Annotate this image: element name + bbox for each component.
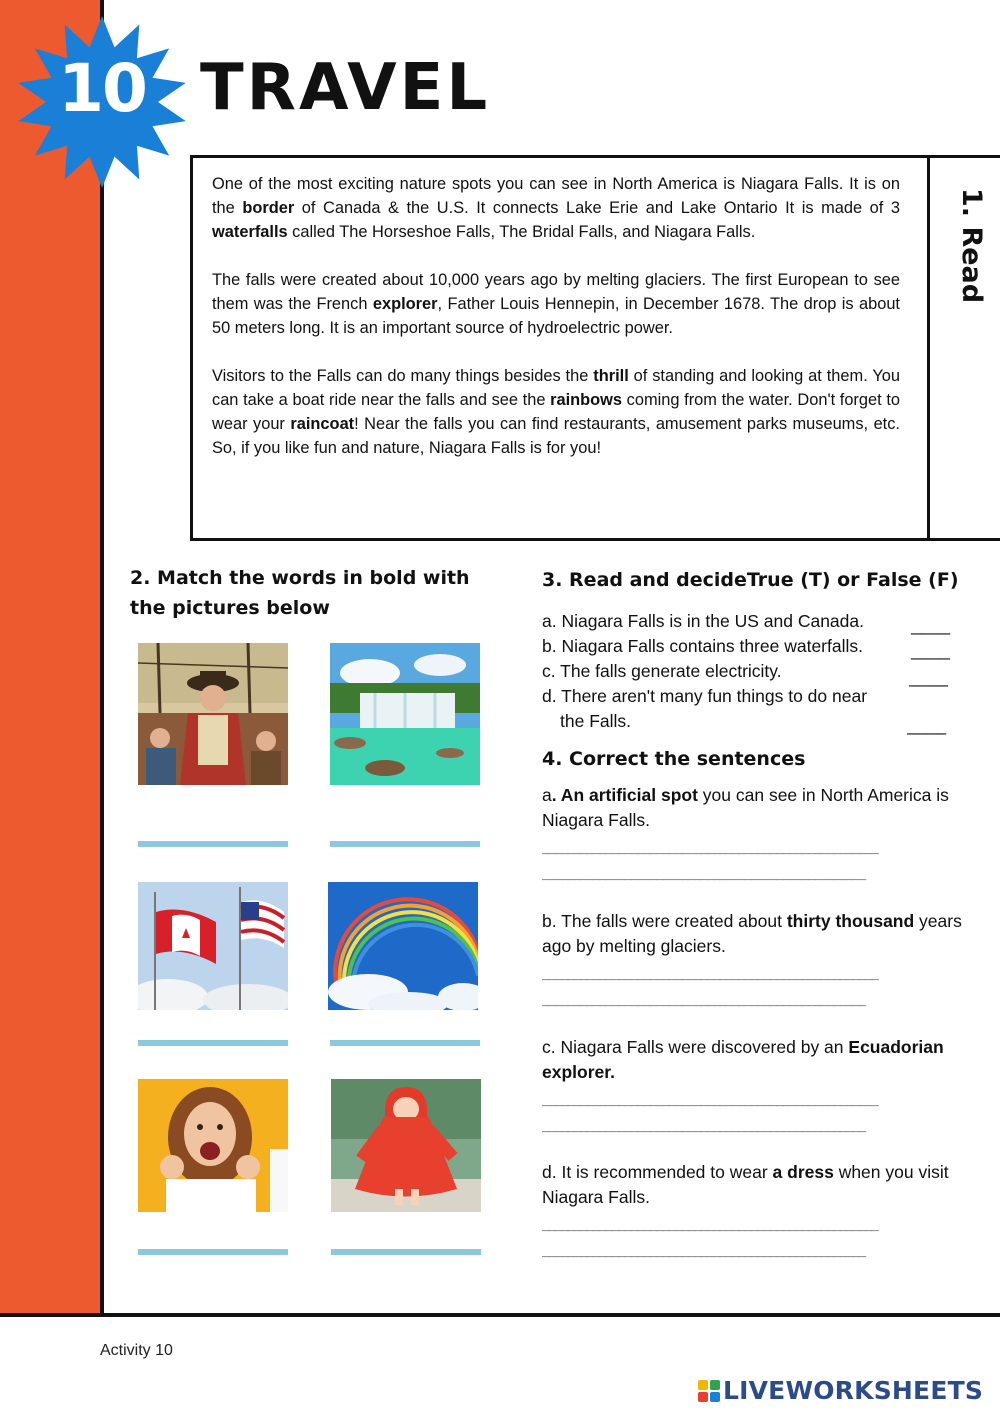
brand-name: LIVEWORKSHEETS — [723, 1376, 984, 1405]
text-run: One of the most exciting nature spots you can see in North America is Niagara Falls. It is on the — [212, 175, 900, 217]
text-run: c. Niagara Falls were discovered by an — [542, 1037, 849, 1057]
answer-line[interactable]: ___________________________________________________ — [542, 866, 865, 881]
statement-text: d. There aren't many fun things to do near — [542, 686, 868, 706]
answer-line[interactable] — [331, 1249, 481, 1255]
text-run: , Father Louis Hennepin, in December 1678. The drop is about 50 meters long. It is an important source of hydroelectric power. — [212, 295, 900, 337]
list-item — [542, 659, 962, 687]
side-bar-border — [100, 0, 104, 1316]
text-run: of Canada & the U.S. It connects Lake Erie and Lake Ontario It is made of 3 — [294, 199, 900, 217]
bold-word: waterfalls — [212, 223, 288, 241]
answer-line[interactable]: _____________________________________________________ — [542, 840, 878, 855]
answer-line[interactable]: _____________________________________________________ — [542, 1217, 878, 1232]
bold-word: thirty thousand — [786, 911, 915, 931]
answer-line[interactable]: _____________________________________________________ — [542, 1092, 878, 1107]
text-run: The falls were created about 10,000 years ago by melting glaciers. The first European to see them was the French — [212, 271, 900, 313]
correction-sentence — [542, 1035, 962, 1085]
text-run: Visitors to the Falls can do many things besides the — [212, 367, 594, 385]
bold-word: Ecuadorian explorer. — [542, 1037, 944, 1082]
text-run: ! Near the falls you can find restaurants, amusement parks museums, etc. So, if you like fun and nature, Niagara Falls is for you! — [212, 415, 900, 457]
flags-photo — [138, 882, 288, 1010]
excited-woman-photo — [138, 1079, 288, 1212]
answer-line[interactable]: ___________________________________________________ — [542, 1243, 865, 1258]
text-run: coming from the water. Don't forget to wear your — [212, 391, 900, 433]
list-item — [542, 609, 962, 634]
section-4-title: 4. Correct the sentences — [542, 748, 806, 770]
correction-sentence — [542, 909, 962, 959]
text-run: when you visit Niagara Falls. — [542, 1162, 949, 1207]
answer-line[interactable] — [138, 1249, 288, 1255]
statement-text: b. Niagara Falls contains three waterfalls. — [542, 636, 863, 656]
waterfall-photo — [330, 643, 480, 785]
section-1-label: 1. Read — [956, 188, 987, 304]
bold-word: border — [242, 199, 295, 217]
reading-tab — [926, 155, 1000, 541]
answer-blank[interactable]: ____ — [911, 615, 950, 635]
correction-item — [542, 1035, 962, 1139]
bold-word: explorer — [372, 295, 438, 313]
answer-line[interactable]: ___________________________________________________ — [542, 1118, 865, 1133]
passage-paragraph-2 — [212, 268, 900, 340]
statement-text: a. Niagara Falls is in the US and Canada. — [542, 611, 864, 631]
bold-word: thrill — [593, 367, 629, 385]
text-run: called The Horseshoe Falls, The Bridal Falls, and Niagara Falls. — [287, 223, 756, 241]
answer-blank[interactable]: ____ — [911, 640, 950, 660]
answer-blank[interactable]: ____ — [909, 667, 948, 687]
correction-sentence — [542, 1160, 962, 1210]
answer-line[interactable]: _____________________________________________________ — [542, 966, 878, 981]
page-bottom-rule — [0, 1313, 1000, 1317]
answer-line[interactable]: ___________________________________________________ — [542, 992, 865, 1007]
orange-side-bar — [0, 0, 100, 1316]
text-run: years ago by melting glaciers. — [542, 911, 962, 956]
text-run: you can see in North America is Niagara Falls. — [542, 785, 949, 830]
reading-passage — [212, 172, 900, 484]
answer-line[interactable] — [330, 1040, 480, 1046]
bold-word: rainbows — [550, 391, 623, 409]
explorer-illustration — [138, 643, 288, 785]
answer-line[interactable] — [330, 841, 480, 847]
text-run: b. The falls were created about — [542, 911, 787, 931]
unit-number: 10 — [58, 50, 146, 127]
statement-text: c. The falls generate electricity. — [542, 661, 782, 681]
passage-paragraph-1 — [212, 172, 900, 244]
text-run: of standing and looking at them. You can take a boat ride near the falls and see the — [212, 367, 901, 409]
liveworksheets-logo-icon — [698, 1380, 720, 1402]
section-2-title: 2. Match the words in bold with the pictures below — [130, 567, 470, 619]
answer-line[interactable] — [138, 1040, 288, 1046]
statement-text-continued: the Falls. — [560, 711, 631, 731]
list-item — [542, 634, 962, 659]
correction-sentence — [542, 783, 962, 833]
correction-item — [542, 1160, 962, 1264]
liveworksheets-logo[interactable] — [698, 1378, 983, 1403]
passage-paragraph-3 — [212, 364, 900, 460]
text-run: a — [542, 785, 552, 805]
bold-word: a dress — [772, 1162, 834, 1182]
activity-label: Activity 10 — [100, 1342, 173, 1359]
bold-word: . An artificial spot — [551, 785, 698, 805]
answer-line[interactable] — [138, 841, 288, 847]
bold-word: raincoat — [290, 415, 355, 433]
true-false-list — [542, 609, 962, 734]
child-raincoat-photo — [331, 1079, 481, 1212]
correction-item — [542, 783, 962, 887]
answer-blank[interactable]: ____ — [907, 715, 946, 735]
rainbow-photo — [328, 882, 478, 1010]
section-3-title: 3. Read and decideTrue (T) or False (F) — [542, 569, 959, 591]
list-item — [542, 684, 962, 734]
page-title: TRAVEL — [200, 51, 491, 125]
correction-item — [542, 909, 962, 1013]
text-run: d. It is recommended to wear — [542, 1162, 773, 1182]
